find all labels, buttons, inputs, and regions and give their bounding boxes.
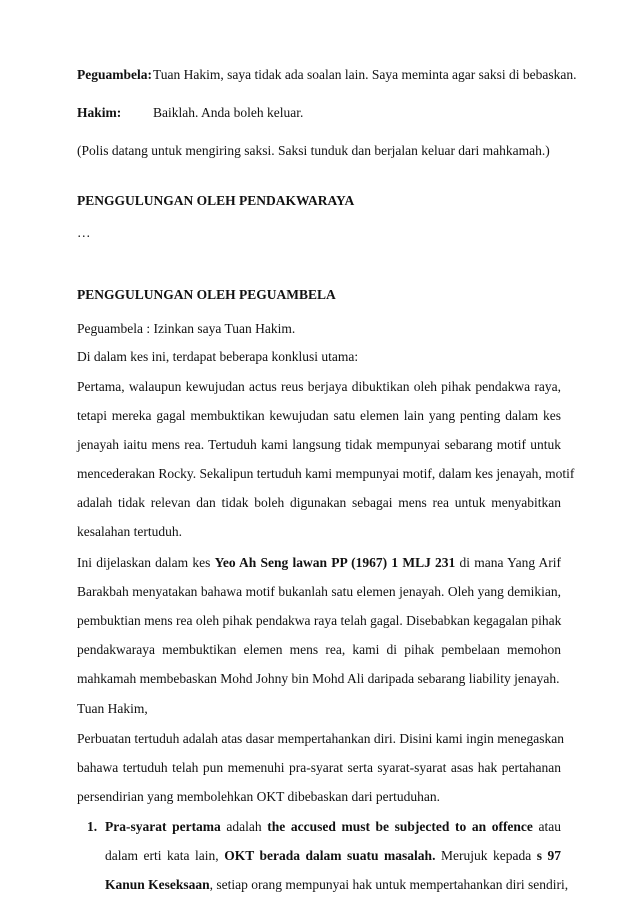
speech-text: Tuan Hakim, saya tidak ada soalan lain. Saya meminta agar saksi di bebaskan.: [153, 67, 577, 82]
case-citation: Yeo Ah Seng lawan PP (1967) 1 MLJ 231: [214, 555, 456, 570]
paragraph-line: persendirian yang membolehkan OKT dibebaskan dari pertuduhan.: [77, 789, 441, 804]
list-item-line: [105, 876, 569, 894]
dialogue-hakim: [77, 104, 303, 122]
list-item-line: [105, 847, 561, 865]
paragraph-line: adalah tidak relevan dan tidak boleh digunakan sebagai mens rea untuk menyabitkan: [77, 495, 561, 510]
paragraph-line: Perbuatan tertuduh adalah atas dasar mempertahankan diri. Disini kami ingin menegaskan: [77, 731, 564, 746]
list-number: 1.: [87, 819, 98, 834]
text-run: Ini dijelaskan dalam kes: [77, 555, 211, 570]
bold-run: s 97: [536, 848, 562, 863]
paragraph-line: Barakbah menyatakan bahawa motif bukanlah satu elemen jenayah. Oleh yang demikian,: [77, 584, 561, 599]
text-run: Merujuk kepada: [440, 848, 532, 863]
text-run: adalah: [226, 819, 262, 834]
bold-run: Kanun Keseksaan: [105, 877, 210, 892]
speaker-label: Hakim:: [77, 105, 122, 120]
paragraph-line: mencederakan Rocky. Sekalipun tertuduh kami mempunyai motif, dalam kes jenayah, motif: [77, 466, 575, 481]
list-item-line: [105, 818, 561, 836]
intro-line: Peguambela : Izinkan saya Tuan Hakim.: [77, 321, 296, 336]
text-run: dalam erti kata lain,: [105, 848, 219, 863]
bold-run: the accused must be subjected to an offence: [267, 819, 533, 834]
text-run: di mana Yang Arif: [459, 555, 562, 570]
stage-direction: (Polis datang untuk mengiring saksi. Saksi tunduk dan berjalan keluar dari mahkamah.): [77, 143, 550, 158]
text-run: atau: [538, 819, 562, 834]
address-line: Tuan Hakim,: [77, 701, 148, 716]
speaker-label: Peguambela:: [77, 67, 152, 82]
text-run: , setiap orang mempunyai hak untuk mempertahankan diri sendiri,: [209, 877, 569, 892]
ellipsis: …: [77, 225, 91, 240]
speech-text: Baiklah. Anda boleh keluar.: [153, 105, 304, 120]
paragraph-line: jenayah iaitu mens rea. Tertuduh kami langsung tidak mempunyai sebarang motif untuk: [77, 437, 561, 452]
intro-line: Di dalam kes ini, terdapat beberapa konklusi utama:: [77, 349, 359, 364]
paragraph-line: mahkamah membebaskan Mohd Johny bin Mohd Ali daripada sebarang liability jenayah.: [77, 671, 560, 686]
paragraph-line: kesalahan tertuduh.: [77, 524, 182, 539]
bold-run: OKT berada dalam suatu masalah.: [224, 848, 436, 863]
section-heading-prosecution: PENGGULUNGAN OLEH PENDAKWARAYA: [77, 193, 355, 208]
paragraph-line: pendakwaraya membuktikan elemen mens rea, kami di pihak pembelaan memohon: [77, 642, 561, 657]
bold-run: Pra-syarat pertama: [105, 819, 221, 834]
paragraph-line: tetapi mereka gagal membuktikan kewujudan satu elemen lain yang penting dalam kes: [77, 408, 561, 423]
paragraph-line: [77, 554, 561, 572]
section-heading-defence: PENGGULUNGAN OLEH PEGUAMBELA: [77, 287, 336, 302]
paragraph-line: bahawa tertuduh telah pun memenuhi pra-syarat serta syarat-syarat asas hak pertahanan: [77, 760, 561, 775]
paragraph-line: pembuktian mens rea oleh pihak pendakwa raya telah gagal. Disebabkan kegagalan pihak: [77, 613, 562, 628]
dialogue-peguambela: [77, 66, 577, 84]
paragraph-line: Pertama, walaupun kewujudan actus reus berjaya dibuktikan oleh pihak pendakwa raya,: [77, 379, 561, 394]
